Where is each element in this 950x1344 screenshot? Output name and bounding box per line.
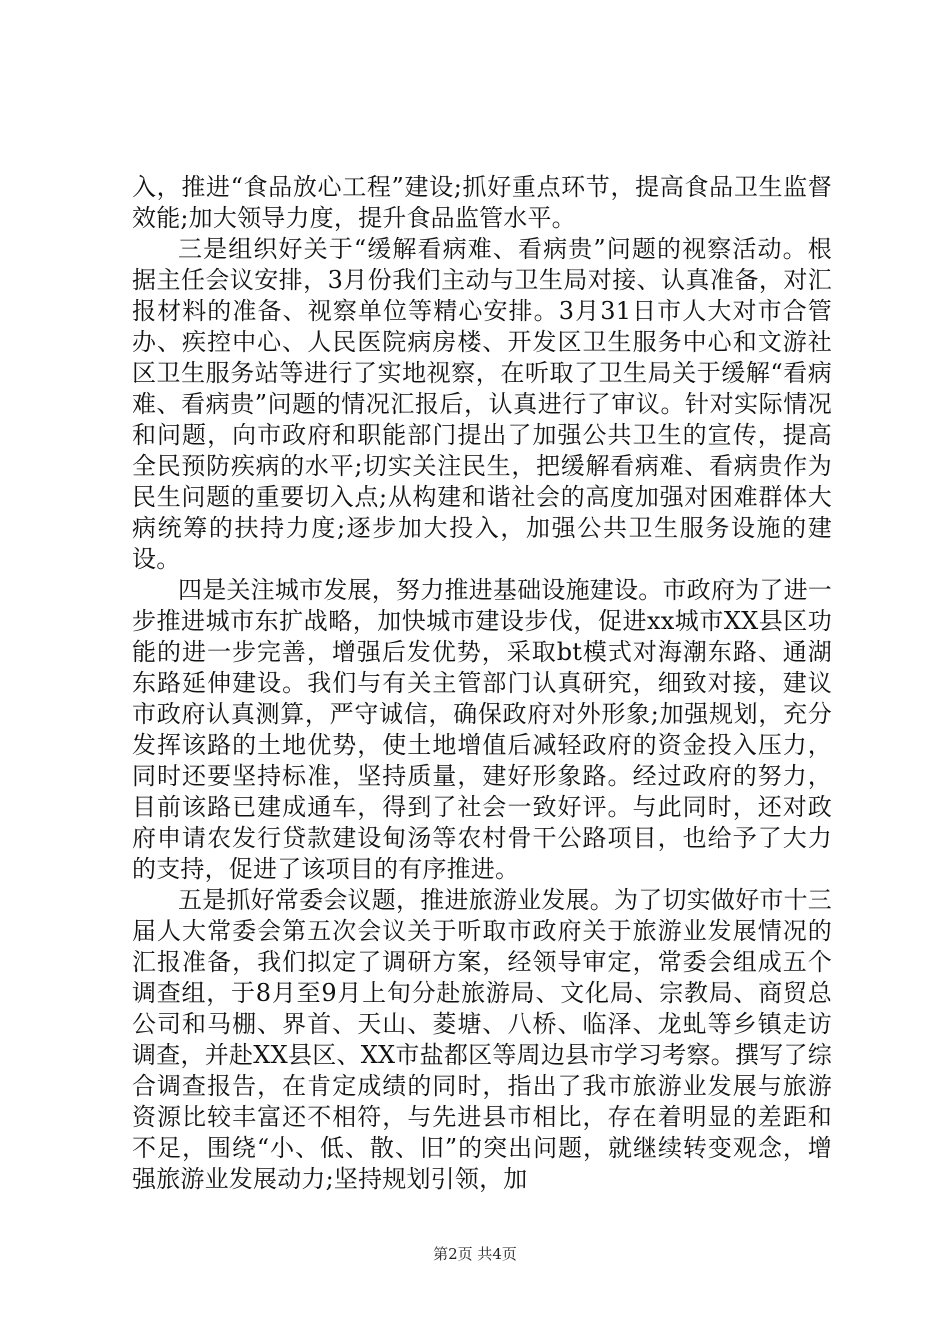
document-body bbox=[132, 172, 832, 1195]
paragraph-item-four: 四是关注城市发展，努力推进基础设施建设。市政府为了进一步推进城市东扩战略，加快城市建设步伐，促进xx城市XX县区功能的进一步完善，增强后发优势，采取bt模式对海潮东路、通湖东路延伸建设。我们与有关主管部门认真研究，细致对接，建议市政府认真测算，严守诚信，确保政府对外形象;加强规划，充分发挥该路的土地优势，使土地增值后减轻政府的资金投入压力，同时还要坚持标准，坚持质量，建好形象路。经过政府的努力，目前该路已建成通车，得到了社会一致好评。与此同时，还对政府申请农发行贷款建设甸汤等农村骨干公路项目，也给予了大力的支持，促进了该项目的有序推进。 bbox=[132, 576, 832, 883]
page-number-footer: 第2页 共4页 bbox=[433, 1245, 517, 1263]
paragraph-item-three: 三是组织好关于“缓解看病难、看病贵”问题的视察活动。根据主任会议安排，3月份我们主动与卫生局对接、认真准备，对汇报材料的准备、视察单位等精心安排。3月31日市人大对市合管办、疾控中心、人民医院病房楼、开发区卫生服务中心和文游社区卫生服务站等进行了实地视察，在听取了卫生局关于缓解“看病难、看病贵”问题的情况汇报后，认真进行了审议。针对实际情况和问题，向市政府和职能部门提出了加强公共卫生的宣传，提高全民预防疾病的水平;切实关注民生，把缓解看病难、看病贵作为民生问题的重要切入点;从构建和谐社会的高度加强对困难群体大病统筹的扶持力度;逐步加大投入，加强公共卫生服务设施的建设。 bbox=[132, 235, 832, 573]
paragraph-continuation: 入，推进“食品放心工程”建设;抓好重点环节，提高食品卫生监督效能;加大领导力度，提升食品监管水平。 bbox=[132, 173, 832, 232]
paragraph-item-five: 五是抓好常委会议题，推进旅游业发展。为了切实做好市十三届人大常委会第五次会议关于听取市政府关于旅游业发展情况的汇报准备，我们拟定了调研方案，经领导审定，常委会组成五个调查组，于8月至9月上旬分赴旅游局、文化局、宗教局、商贸总公司和马棚、界首、天山、菱塘、八桥、临泽、龙虬等乡镇走访调查，并赴XX县区、XX市盐都区等周边县市学习考察。撰写了综合调查报告，在肯定成绩的同时，指出了我市旅游业发展与旅游资源比较丰富还不相符，与先进县市相比，存在着明显的差距和不足，围绕“小、低、散、旧”的突出问题，就继续转变观念，增强旅游业发展动力;坚持规划引领，加 bbox=[132, 886, 832, 1193]
